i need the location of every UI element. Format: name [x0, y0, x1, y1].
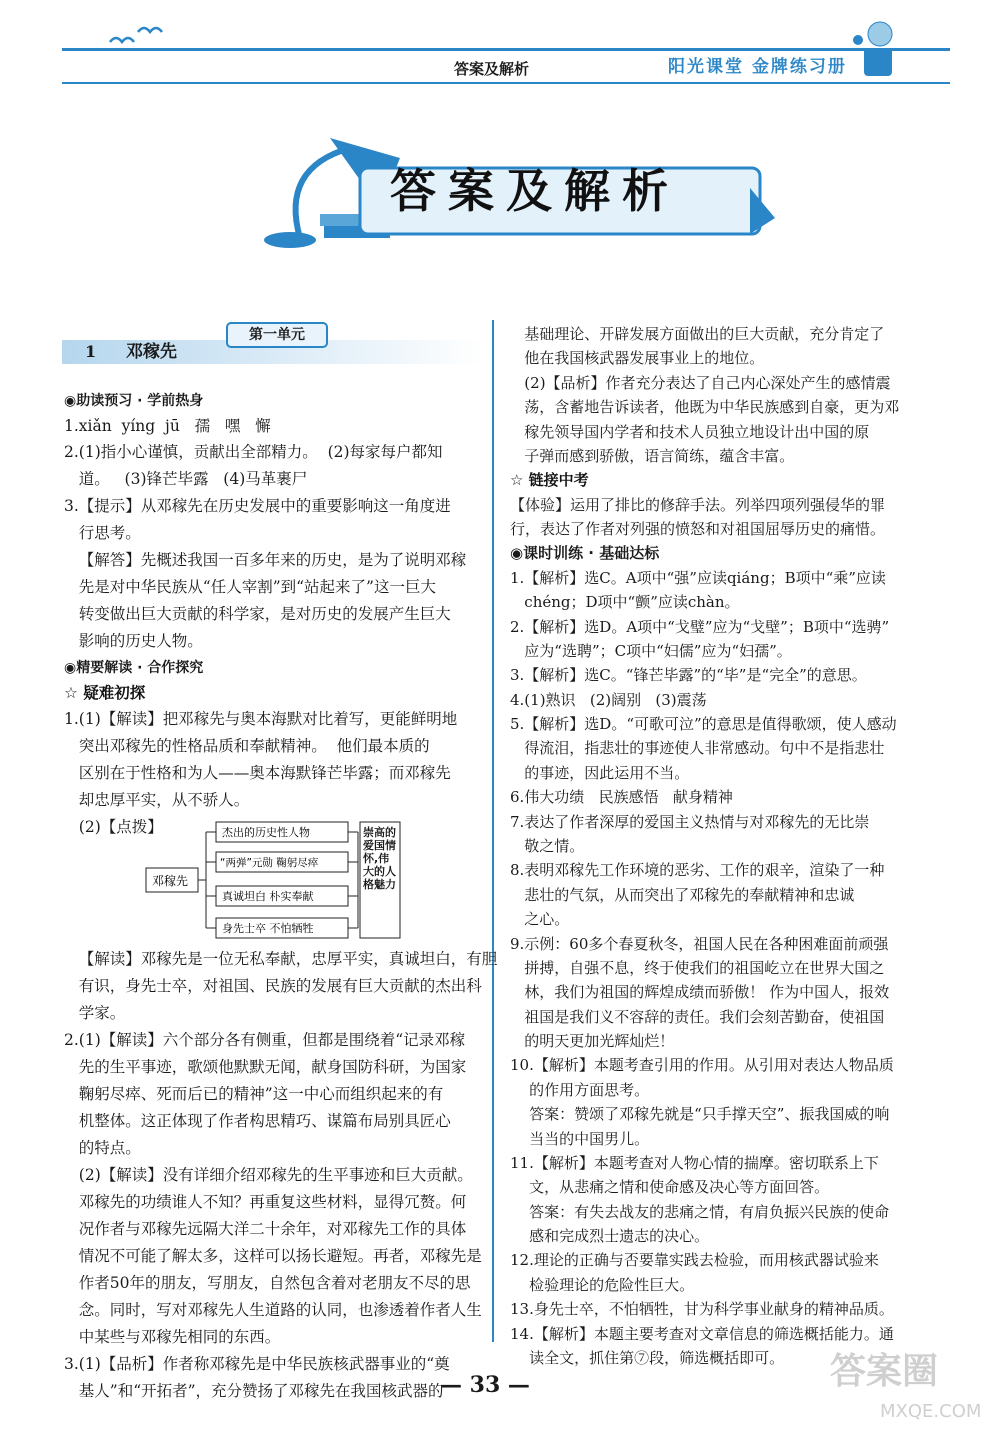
text-line: 的事迹，因此运用不当。 — [510, 763, 690, 782]
text-line: 9.示例：60多个春夏秋冬，祖国人民在各种困难面前顽强 — [510, 934, 889, 953]
text-line: 念。同时，写对邓稼先人生道路的认同，也渗透着作者人生 — [64, 1301, 482, 1319]
text-line: 行思考。 — [64, 524, 141, 542]
text-line: 1.xiǎn yíng jū 孺 嘿 懈 — [64, 417, 271, 435]
column-divider — [492, 320, 494, 1342]
text-line: 2.(1)【解读】六个部分各有侧重，但都是围绕着“记录邓稼 — [64, 1031, 466, 1049]
text-line: 答案：赞颂了邓稼先就是“只手撑天空”、振我国威的响 — [510, 1105, 890, 1124]
text-line: 的特点。 — [64, 1139, 141, 1157]
text-line: 影响的历史人物。 — [64, 632, 203, 650]
text-line: 先的生平事迹，歌颂他默默无闻，献身国防科研，为国家 — [64, 1058, 467, 1076]
text-line: (2)【品析】作者充分表达了自己内心深处产生的感情震 — [510, 373, 891, 392]
text-line: 基础理论、开辟发展方面做出的巨大贡献，充分肯定了 — [510, 325, 885, 343]
text-line: 敬之情。 — [510, 837, 585, 855]
text-line: 6.伟大功绩 民族感悟 献身精神 — [510, 788, 733, 807]
section-heading: ◉助读预习 · 学前热身 — [64, 393, 204, 409]
text-line: 他在我国核武器发展事业上的地位。 — [510, 349, 765, 368]
text-line: 当当的中国男儿。 — [510, 1129, 650, 1148]
unit-label: 第一单元 — [226, 322, 328, 348]
text-line: 悲壮的气氛，从而突出了邓稼先的奉献精神和忠诚 — [510, 885, 855, 904]
text-line: 11.【解析】本题考查对人物心情的揣摩。密切联系上下 — [510, 1153, 879, 1172]
text-line: 2.【解析】选D。A项中“戈璧”应为“戈壁”；B项中“选骋” — [510, 617, 890, 636]
lesson-number: 1 — [85, 342, 97, 361]
text-line: (2)【点拨】 — [64, 818, 163, 836]
text-line: 13.身先士卒，不怕牺牲，甘为科学事业献身的精神品质。 — [510, 1300, 894, 1319]
text-line: 读全文，抓住第⑦段，筛选概括即可。 — [510, 1349, 785, 1367]
diagram-branch: 杰出的历史性人物 — [222, 826, 310, 839]
text-line: 区别在于性格和为人——奥本海默锋芒毕露；而邓稼先 — [64, 764, 451, 782]
text-line: 1.【解析】选C。A项中“强”应读qiáng；B项中“乘”应读 — [510, 568, 886, 587]
text-line: 作者50年的朋友，写朋友，自然包含着对老朋友不尽的思 — [64, 1274, 471, 1292]
text-line: 7.表达了作者深厚的爱国主义热情与对邓稼先的无比崇 — [510, 812, 870, 831]
text-line: 基人”和“开拓者”，充分赞扬了邓稼先在我国核武器的 — [64, 1382, 444, 1400]
lesson-title: 邓稼先 — [126, 342, 177, 362]
diagram-branch: 真诚坦白 朴实奉献 — [222, 890, 314, 903]
text-line: 【解答】先概述我国一百多年来的历史，是为了说明邓稼 — [64, 551, 467, 569]
page-number: — 33 — — [440, 1372, 530, 1398]
text-line: 有识，身先士卒，对祖国、民族的发展有巨大贡献的杰出科 — [64, 977, 482, 995]
text-line: 子弹而感到骄傲，语言简练，蕴含丰富。 — [510, 446, 795, 465]
banner-title: 答案及解析 — [390, 164, 680, 218]
text-line: 5.【解析】选D。“可歌可泣”的意思是值得歌颂，使人感动 — [510, 715, 897, 734]
text-line: 情况不可能了解太多，这样可以扬长避短。再者，邓稼先是 — [64, 1247, 482, 1265]
section-heading: ☆ 链接中考 — [510, 471, 589, 490]
text-line: 拼搏，自强不息，终于使我们的祖国屹立在世界大国之 — [510, 958, 885, 977]
text-line: 转变做出巨大贡献的科学家，是对历史的发展产生巨大 — [64, 605, 451, 623]
section-heading: ◉精要解读 · 合作探究 — [64, 660, 204, 676]
text-line: 3.【提示】从邓稼先在历史发展中的重要影响这一角度进 — [64, 497, 451, 515]
text-line: 1.(1)【解读】把邓稼先与奥本海默对比着写，更能鲜明地 — [64, 710, 458, 728]
header-title: 答案及解析 — [454, 60, 530, 78]
text-line: 【体验】运用了排比的修辞手法。列举四项列强侵华的罪 — [510, 495, 886, 514]
diagram-branch: 身先士卒 不怕牺牲 — [222, 922, 314, 935]
text-line: 林，我们为祖国的辉煌成绩而骄傲！ 作为中国人，报效 — [510, 983, 890, 1002]
text-line: 鞠躬尽瘁、死而后已的精神”这一中心而组织起来的有 — [64, 1085, 444, 1103]
text-line: 文，从悲痛之情和使命感及决心等方面回答。 — [510, 1178, 830, 1197]
text-line: 2.(1)指小心谨慎，贡献出全部精力。 (2)每家每户都知 — [64, 443, 443, 461]
text-line: 中某些与邓稼先相同的东西。 — [64, 1328, 281, 1346]
text-line: 荡，含蓄地告诉读者，他既为中华民族感到自豪，更为邓 — [510, 398, 900, 417]
text-line: 道。 (3)锋芒毕露 (4)马革裹尸 — [64, 470, 308, 488]
section-heading: ◉课时训练 · 基础达标 — [510, 544, 660, 563]
text-line: 得流泪，指悲壮的事迹使人非常感动。句中不是指悲壮 — [510, 739, 885, 758]
header-brand: 阳光课堂 金牌练习册 — [668, 57, 847, 77]
text-line: chéng；D项中“颤”应读chàn。 — [510, 593, 740, 612]
diagram-summary: 崇高的爱国情怀,伟大的人格魅力 — [363, 826, 396, 891]
text-line: 应为“选聘”；C项中“妇儒”应为“妇孺”。 — [510, 641, 792, 660]
watermark: 答案圈 — [830, 1351, 939, 1392]
mascot-icon — [850, 18, 900, 89]
concept-diagram — [144, 820, 404, 949]
text-line: 行，表达了作者对列强的愤怒和对祖国屈辱历史的痛惜。 — [510, 520, 886, 539]
text-line: 4.(1)熟识 (2)阔别 (3)震荡 — [510, 690, 707, 709]
text-line: 8.表明邓稼先工作环境的恶劣、工作的艰辛，渲染了一种 — [510, 861, 885, 880]
text-line: 3.(1)【品析】作者称邓稼先是中华民族核武器事业的“奠 — [64, 1355, 450, 1373]
text-line: 先是对中华民族从“任人宰割”到“站起来了”这一巨大 — [64, 578, 436, 596]
page-header — [62, 48, 950, 84]
text-line: 12.理论的正确与否要靠实践去检验，而用核武器试验来 — [510, 1251, 879, 1270]
text-line: 祖国是我们义不容辞的责任。我们会刻苦勤奋，使祖国 — [510, 1007, 885, 1026]
text-line: 机整体。这正体现了作者构思精巧、谋篇布局别具匠心 — [64, 1112, 451, 1130]
diagram-branch: “两弹”元勋 鞠躬尽瘁 — [220, 857, 319, 869]
text-line: 的作用方面思考。 — [510, 1080, 650, 1099]
text-line: 邓稼先的功绩谁人不知？再重复这些材料，显得冗赘。何 — [64, 1193, 467, 1211]
text-line: 之心。 — [510, 910, 570, 929]
text-line: 感和完成烈士遗志的决心。 — [510, 1227, 710, 1246]
text-line: 的明天更加光辉灿烂！ — [510, 1032, 675, 1051]
text-line: 10.【解析】本题考查引用的作用。从引用对表达人物品质 — [510, 1056, 894, 1075]
text-line: 突出邓稼先的性格品质和奉献精神。 他们最本质的 — [64, 737, 430, 755]
text-line: 学家。 — [64, 1004, 126, 1022]
text-line: 【解读】邓稼先是一位无私奉献，忠厚平实，真诚坦白，有胆 — [64, 950, 498, 968]
text-line: (2)【解读】没有详细介绍邓稼先的生平事迹和巨大贡献。 — [64, 1166, 473, 1184]
text-line: 答案：有失去战友的悲痛之情，有肩负振兴民族的使命 — [510, 1202, 890, 1221]
text-line: 却忠厚平实，从不骄人。 — [64, 791, 250, 809]
watermark-url: MXQE.COM — [880, 1401, 982, 1422]
text-line: 3.【解析】选C。“锋芒毕露”的“毕”是“完全”的意思。 — [510, 666, 867, 685]
section-heading: ☆ 疑难初探 — [64, 684, 146, 702]
diagram-center: 邓稼先 — [152, 874, 189, 888]
text-line: 14.【解析】本题主要考查对文章信息的筛选概括能力。通 — [510, 1324, 894, 1343]
text-line: 稼先领导国内学者和技术人员独立地设计出中国的原 — [510, 422, 870, 441]
text-line: 检验理论的危险性巨大。 — [510, 1275, 695, 1294]
text-line: 况作者与邓稼先远隔大洋二十余年，对邓稼先工作的具体 — [64, 1220, 467, 1238]
